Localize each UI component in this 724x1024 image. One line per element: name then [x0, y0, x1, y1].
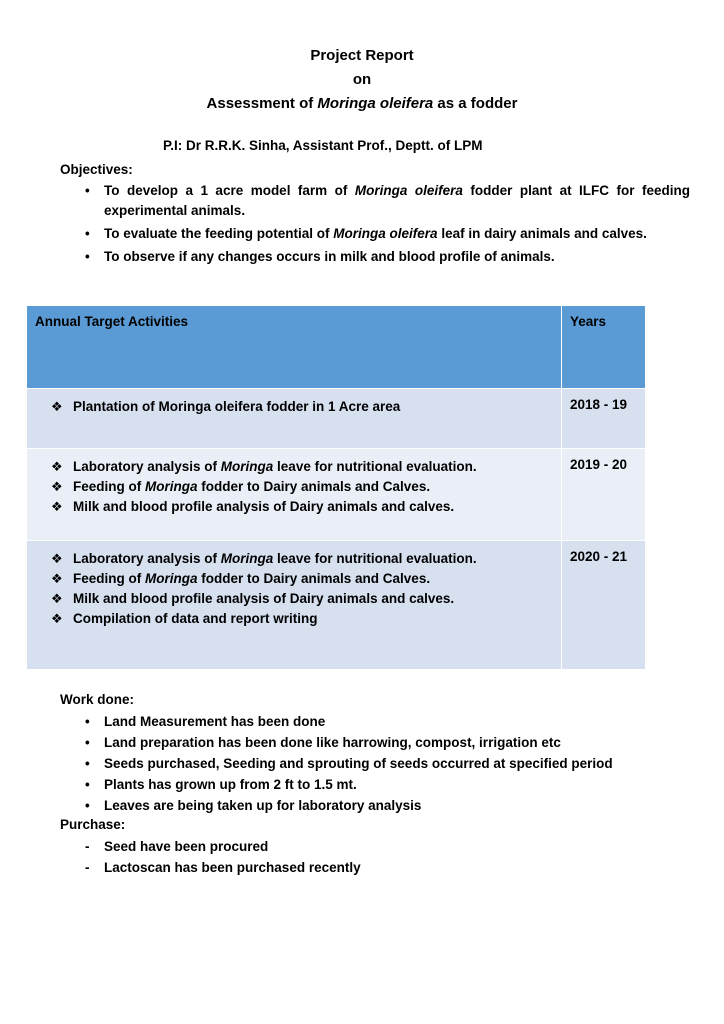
diamond-bullet-icon: ❖ — [51, 611, 63, 626]
activity-item: ❖ Milk and blood profile analysis of Dairy animals and calves. — [51, 497, 553, 517]
diamond-bullet-icon: ❖ — [51, 591, 63, 606]
title-line-1: Project Report — [310, 47, 414, 64]
bullet-mark: • — [85, 249, 90, 264]
activity-item: ❖ Milk and blood profile analysis of Dairy animals and calves. — [51, 589, 553, 609]
title-pre: Assessment of — [206, 95, 318, 112]
purchase-item: - Seed have been procured — [82, 837, 682, 857]
purchase-list — [82, 837, 682, 879]
bullet-mark: • — [85, 183, 90, 198]
purchase-heading: Purchase: — [60, 817, 126, 832]
activity-item: ❖ Compilation of data and report writing — [51, 609, 553, 629]
table-row — [27, 449, 646, 541]
title-line-2: on — [352, 71, 372, 88]
activity-item: ❖ Laboratory analysis of Moringa leave for nutritional evaluation. — [51, 549, 553, 569]
purchase-item: - Lactoscan has been purchased recently — [82, 858, 682, 878]
work-done-item: • Land Measurement has been done — [82, 712, 690, 732]
work-done-list — [82, 712, 690, 817]
bullet-mark: • — [85, 756, 90, 771]
work-done-heading: Work done: — [60, 692, 134, 707]
activity-item: ❖ Plantation of Moringa oleifera fodder in 1 Acre area — [51, 397, 553, 417]
report-title — [0, 44, 724, 116]
objectives-list — [82, 181, 690, 270]
diamond-bullet-icon: ❖ — [51, 551, 63, 566]
diamond-bullet-icon: ❖ — [51, 459, 63, 474]
table-header-row — [27, 306, 646, 389]
principal-investigator: P.I: Dr R.R.K. Sinha, Assistant Prof., Deptt. of LPM — [163, 138, 483, 153]
objective-item: • To observe if any changes occurs in milk and blood profile of animals. — [82, 247, 690, 267]
title-line-3 — [0, 92, 724, 116]
activities-cell — [27, 449, 562, 541]
bullet-mark: • — [85, 777, 90, 792]
year-cell: 2020 - 21 — [562, 541, 646, 670]
work-done-item: • Plants has grown up from 2 ft to 1.5 mt. — [82, 775, 690, 795]
work-done-item: • Land preparation has been done like harrowing, compost, irrigation etc — [82, 733, 690, 753]
work-done-item: • Leaves are being taken up for laboratory analysis — [82, 796, 690, 816]
objective-item: • To develop a 1 acre model farm of Moringa oleifera fodder plant at ILFC for feeding experimental animals. — [85, 183, 690, 218]
bullet-mark: • — [85, 226, 90, 241]
title-species: Moringa oleifera — [317, 95, 434, 112]
diamond-bullet-icon: ❖ — [51, 571, 63, 586]
header-activities: Annual Target Activities — [27, 306, 562, 389]
work-done-item: • Seeds purchased, Seeding and sprouting of seeds occurred at specified period — [82, 754, 690, 774]
bullet-mark: • — [85, 714, 90, 729]
activity-item: ❖ Feeding of Moringa fodder to Dairy animals and Calves. — [51, 477, 553, 497]
activity-item: ❖ Feeding of Moringa fodder to Dairy animals and Calves. — [51, 569, 553, 589]
diamond-bullet-icon: ❖ — [51, 479, 63, 494]
activities-cell — [27, 541, 562, 670]
bullet-mark: • — [85, 798, 90, 813]
activity-item: ❖ Laboratory analysis of Moringa leave for nutritional evaluation. — [51, 457, 553, 477]
objectives-heading: Objectives: — [60, 162, 133, 177]
diamond-bullet-icon: ❖ — [51, 499, 63, 514]
diamond-bullet-icon: ❖ — [51, 399, 63, 414]
header-years: Years — [562, 306, 646, 389]
table-row — [27, 541, 646, 670]
bullet-mark: • — [85, 735, 90, 750]
year-cell: 2018 - 19 — [562, 389, 646, 449]
year-cell: 2019 - 20 — [562, 449, 646, 541]
dash-mark: - — [85, 860, 90, 875]
title-post: as a fodder — [433, 95, 518, 112]
dash-mark: - — [85, 839, 90, 854]
objective-item: • To evaluate the feeding potential of Moringa oleifera leaf in dairy animals and calves. — [82, 224, 690, 244]
activities-cell — [27, 389, 562, 449]
annual-targets-table — [26, 305, 646, 670]
table-row — [27, 389, 646, 449]
